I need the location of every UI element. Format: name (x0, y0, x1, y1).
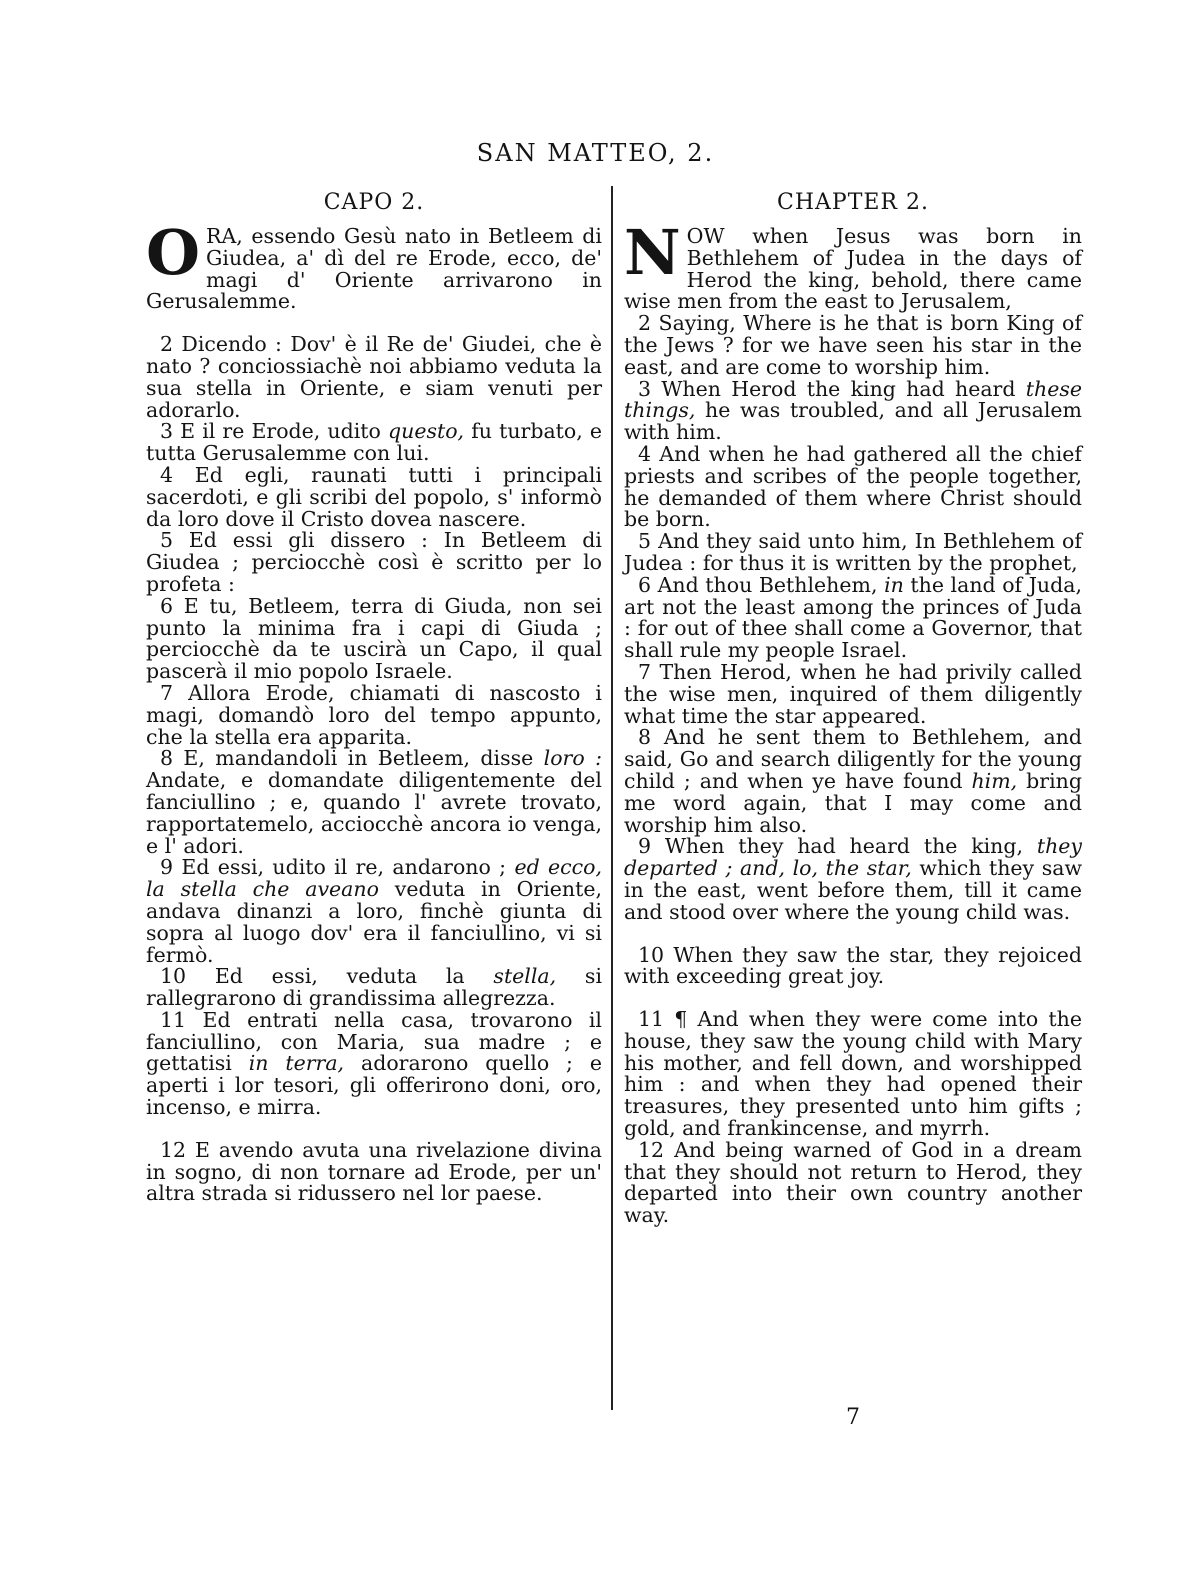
verse-8: 8 And he sent them to Bethlehem, and said, Go and search diligently for the young child ; and when ye have found him, bring me word again, that I may come and worship him also. (624, 725, 1082, 837)
verse-1: ORA, essendo Gesù nato in Betleem di Giudea, a' dì del re Erode, ecco, de' magi d' Oriente arrivarono in Gerusalemme. (146, 216, 602, 314)
verse-10: 10 Ed essi, veduta la stella, si rallegrarono di grandissima allegrezza. (146, 964, 602, 1011)
verse-8: 8 E, mandandoli in Betleem, disse loro : Andate, e domandate diligentemente del fanciullino ; e, quando l' avrete trovato, rapportatemelo, acciocchè ancora io venga, e l' adori. (146, 746, 602, 858)
english-text (624, 216, 1083, 1228)
verse-6: 6 E tu, Betleem, terra di Giuda, non sei punto la minima fra i capi di Giuda ; perciocchè da te uscirà un Capo, il qual pascerà il mio popolo Israele. (146, 593, 602, 684)
english-chapter-heading: CHAPTER 2. (777, 190, 929, 215)
italian-text (146, 216, 602, 1206)
verse-9: 9 When they had heard the king, they departed ; and, lo, the star, which they saw in the east, went before them, till it came and stood over where the young child was. (624, 834, 1083, 924)
italian-column (146, 188, 602, 1205)
column-divider (611, 186, 613, 1410)
verse-7: 7 Then Herod, when he had privily called the wise men, inquired of them diligently what time the star appeared. (624, 659, 1082, 728)
running-head: SAN MATTEO, 2. (476, 139, 715, 167)
verse-11: 11 ¶ And when they were come into the house, they saw the young child with Mary his mother, and fell down, and worshipped him : and when they had opened their treasures, they presented unto him gifts ; gold, and frankincense, and myrrh. (624, 1007, 1082, 1141)
verse-6: 6 And thou Bethlehem, in the land of Juda, art not the least among the princes of Juda : for out of thee shall come a Governor, that shall rule my people Israel. (624, 572, 1082, 663)
verse-2: 2 Saying, Where is he that is born King of the Jews ? for we have seen his star in the east, and are come to worship him. (624, 311, 1082, 379)
verse-5: 5 Ed essi gli dissero : In Betleem di Giudea ; perciocchè così è scritto per lo profeta : (146, 528, 602, 596)
verse-4: 4 Ed egli, raunati tutti i principali sacerdoti, e gli scribi del popolo, s' informò da loro dove il Cristo dovea nascere. (146, 462, 602, 531)
verse-4: 4 And when he had gathered all the chief priests and scribes of the people together, he demanded of them where Christ should be born. (624, 441, 1082, 532)
english-column (624, 188, 1082, 1227)
drop-cap: O (146, 216, 201, 289)
italian-chapter-heading: CAPO 2. (323, 190, 425, 215)
verse-2: 2 Dicendo : Dov' è il Re de' Giudei, che è nato ? conciossiachè noi abbiamo veduta la sua stella in Oriente, e siam venuti per adorarlo. (146, 332, 602, 422)
drop-cap: N (624, 216, 681, 289)
verse-7: 7 Allora Erode, chiamati di nascosto i magi, domandò loro del tempo appunto, che la stella era apparita. (146, 680, 602, 749)
verse-12: 12 And being warned of God in a dream that they should not return to Herod, they departed into their own country another way. (624, 1137, 1082, 1228)
verse-3: 3 E il re Erode, udito questo, fu turbato, e tutta Gerusalemme con lui. (146, 419, 602, 466)
verse-9: 9 Ed essi, udito il re, andarono ; ed ecco, la stella che aveano veduta in Oriente, andava dinanzi a loro, finchè giunta di sopra al luogo dov' era il fanciullino, vi si fermò. (146, 855, 602, 967)
verse-3: 3 When Herod the king had heard these things, he was troubled, and all Jerusalem with him. (624, 376, 1082, 445)
verse-1: NOW when Jesus was born in Bethlehem of Judea in the days of Herod the king, behold, there came wise men from the east to Jerusalem, (624, 216, 1082, 314)
verse-5: 5 And they said unto him, In Bethlehem of Judea : for thus it is written by the prophet, (624, 529, 1082, 575)
page-number: 7 (846, 1405, 860, 1430)
verse-11: 11 Ed entrati nella casa, trovarono il fanciullino, con Maria, sua madre ; e gettatisi in terra, adorarono quello ; e aperti i lor tesori, gli offerirono doni, oro, incenso, e mirra. (146, 1007, 602, 1120)
verse-10: 10 When they saw the star, they rejoiced with exceeding great joy. (624, 942, 1082, 989)
verse-12: 12 E avendo avuta una rivelazione divina in sogno, di non tornare ad Erode, per un' altra strada si ridussero nel lor paese. (146, 1137, 602, 1206)
